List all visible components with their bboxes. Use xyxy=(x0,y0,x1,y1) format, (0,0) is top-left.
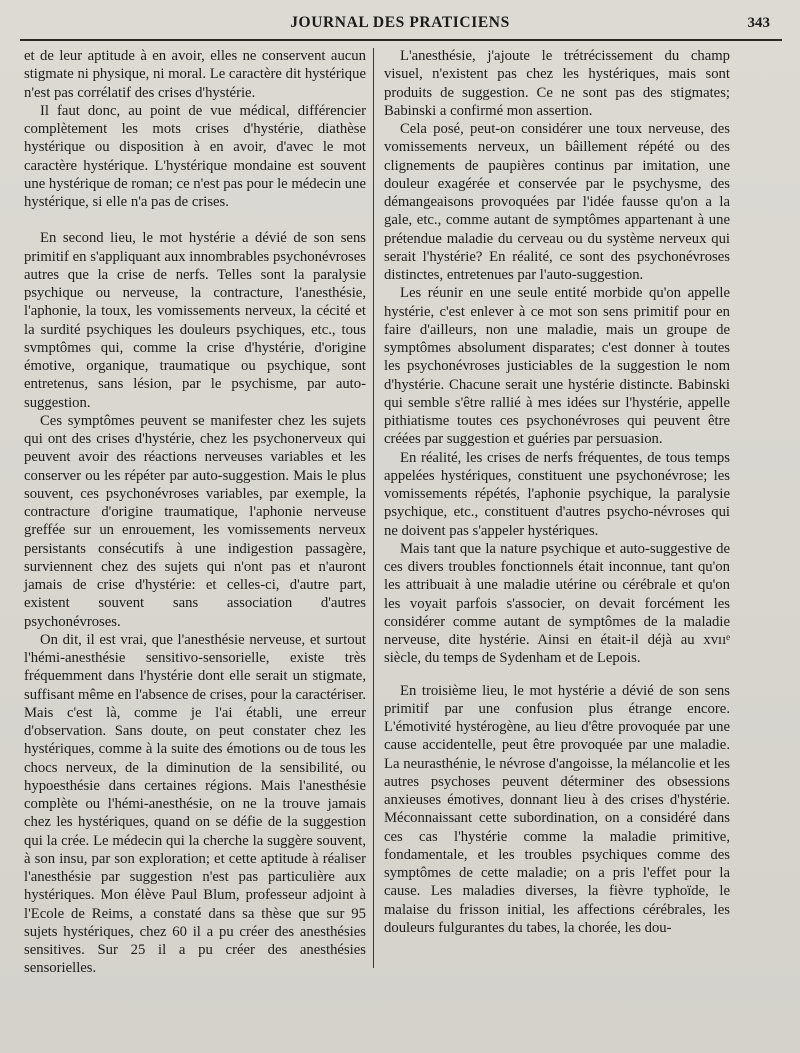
column-divider xyxy=(373,48,374,968)
paragraph: et de leur aptitude à en avoir, elles ne conservent aucun stigmate ni physique, ni moral. Le caractère dit hystérique n'est pas corrélatif des crises d'hystérie. xyxy=(24,48,366,101)
paragraph: Ces symptômes peuvent se manifester chez les sujets qui ont des crises d'hystérie, chez les psychonerveux qui peuvent avoir des réactions nerveuses variables et les conserver ou les répéter par auto-suggestion. Mais le plus souvent, ces psychonévroses variables, par exemple, la contracture d'origine traumatique, l'aphonie nerveuse greffée sur un enrouement, les vomissements nerveux persistants consécutifs à une indigestion passagère, surviennent chez des sujets qui n'ont pas et n'auront jamais de crise d'hystérie: et celles-ci, d'autre part, existent souvent sans association d'autres psychonévroses. xyxy=(24,412,366,630)
header-rule xyxy=(20,39,782,41)
running-header xyxy=(22,12,778,36)
paragraph: En troisième lieu, le mot hystérie a dévié de son sens primitif par une confusion plus étrange encore. L'émotivité hystérogène, au lieu d'être provoquée par une cause accidentelle, peut être provoquée par une maladie. La neurasthénie, le névrose d'angoisse, la mélancolie et les autres psychoses peuvent déterminer des obsessions anxieuses émotives, donnant lieu à des crises d'hystérie. Méconnaissant cette subordination, on a considéré dans ces cas l'hystérie comme la maladie primitive, fondamentale, et les troubles psychiques comme des symptômes de cette maladie; on a pris l'effet pour la cause. Les maladies diverses, la fièvre typhoïde, le malaise du frisson initial, les affections cérébrales, les douleurs fulgurantes du tabes, la chorée, les dou- xyxy=(384,682,730,936)
paragraph: On dit, il est vrai, que l'anesthésie nerveuse, et surtout l'hémi-anesthésie sensitivo-sensorielle, existe très fréquemment dans l'hystérie dont elle serait un stigmate, suffisant même en l'absence de crises, pour la caractériser. Mais c'est là, comme je l'ai établi, une erreur d'observation. Sans doute, on peut constater chez les hystériques, comme à la suite des émotions ou de tous les chocs nerveux, de la diminution de la sensibilité, ou hypoesthésie dans certaines régions. Mais l'anesthésie complète ou l'hémi-anesthésie, on ne la trouve jamais chez les hystériques, quand on se défie de la suggestion qui la crée. Le médecin qui la cherche la suggère souvent, à son insu, par son exploration; et cette aptitude à réaliser l'anesthésie par suggestion n'est pas particulière aux hystériques. Mon élève Paul Blum, professeur adjoint à l'Ecole de Reims, a constaté dans sa thèse que sur 95 sujets hystériques, chez 60 il a pu créer des anesthésies sensitives. Sur 25 il a pu créer des anesthésies sensorielles. xyxy=(24,631,366,977)
paragraph: En second lieu, le mot hystérie a dévié de son sens primitif en s'appliquant aux innombrables psychonévroses autres que la crise de nerfs. Telles sont la paralysie psychique ou nerveuse, la contracture, l'anesthésie, l'aphonie, la toux, les vomissements nerveux, la cécité et la surdité psychiques les douleurs psychiques, etc., tous svmptômes qui, comme la crise d'hystérie, d'origine émotive, organique, traumatique ou psychique, sont entretenus, sans lésion, par le psychisme, par auto-suggestion. xyxy=(24,230,366,411)
journal-title: JOURNAL DES PRATICIENS xyxy=(290,14,510,31)
paragraph: L'anesthésie, j'ajoute le trétrécissement du champ visuel, n'existent pas chez les hystériques, mais sont produits de suggestion. Ce ne sont pas des stigmates; Babinski a confirmé mon assertion. xyxy=(384,48,730,119)
paragraph: Cela posé, peut-on considérer une toux nerveuse, des vomissements nerveux, un bâillement répété ou des clignements de paupières continus par imitation, une douleur exagérée et conservée par le psychysme, des démangeaisons provoquées par l'idée fausse qu'on a la gale, etc., comme autant de symptômes appartenant à une prétendue maladie du cerveau ou du système nerveux qui serait l'hystérie? En réalité, ce sont des psychonévroses distinctes, entretenues par l'auto-suggestion. xyxy=(384,121,730,283)
left-column xyxy=(24,47,366,978)
right-column xyxy=(384,47,730,937)
paragraph: Les réunir en une seule entité morbide qu'on appelle hystérie, c'est enlever à ce mot son sens primitif pour en faire d'ailleurs, non une maladie, mais un groupe de symptômes absolument disparates; c'est donner à toutes les psychonévroses justiciables de la suggestion le nom d'hystérie. Chacune serait une hystérie distincte. Babinski qui semble s'être rallié à mes idées sur l'hystérie, appelle pithiatisme toutes ces psychonévroses qui peuvent être créées par suggestion et guéries par persuasion. xyxy=(384,285,730,448)
page-number: 343 xyxy=(747,15,770,31)
paragraph: Mais tant que la nature psychique et auto-suggestive de ces divers troubles fonctionnels était inconnue, tant qu'on les attribuait à une maladie utérine ou cérébrale et qu'on les voyait parfois s'associer, on devait forcément les considérer comme autant de symptômes de la maladie nerveuse, dite hystérie. Ainsi en était-il déjà au xvııᵉ siècle, du temps de Sydenham et de Lepois. xyxy=(384,540,730,667)
paragraph: En réalité, les crises de nerfs fréquentes, de tous temps appelées hystériques, constituent une psychonévrose; les vomissements répétés, l'aphonie psychique, la paralysie psychique, etc., constituent d'autres psycho-névroses qui ne doivent pas s'appeler hystériques. xyxy=(384,449,730,539)
paragraph: Il faut donc, au point de vue médical, différencier complètement les mots crises d'hystérie, diathèse hystérique ou disposition à en avoir, d'avec le mot caractère hystérique. L'hystérique mondaine est souvent une hystérique de roman; ce n'est pas pour le médecin une hystérique, si elle n'a pas de crises. xyxy=(24,102,366,210)
